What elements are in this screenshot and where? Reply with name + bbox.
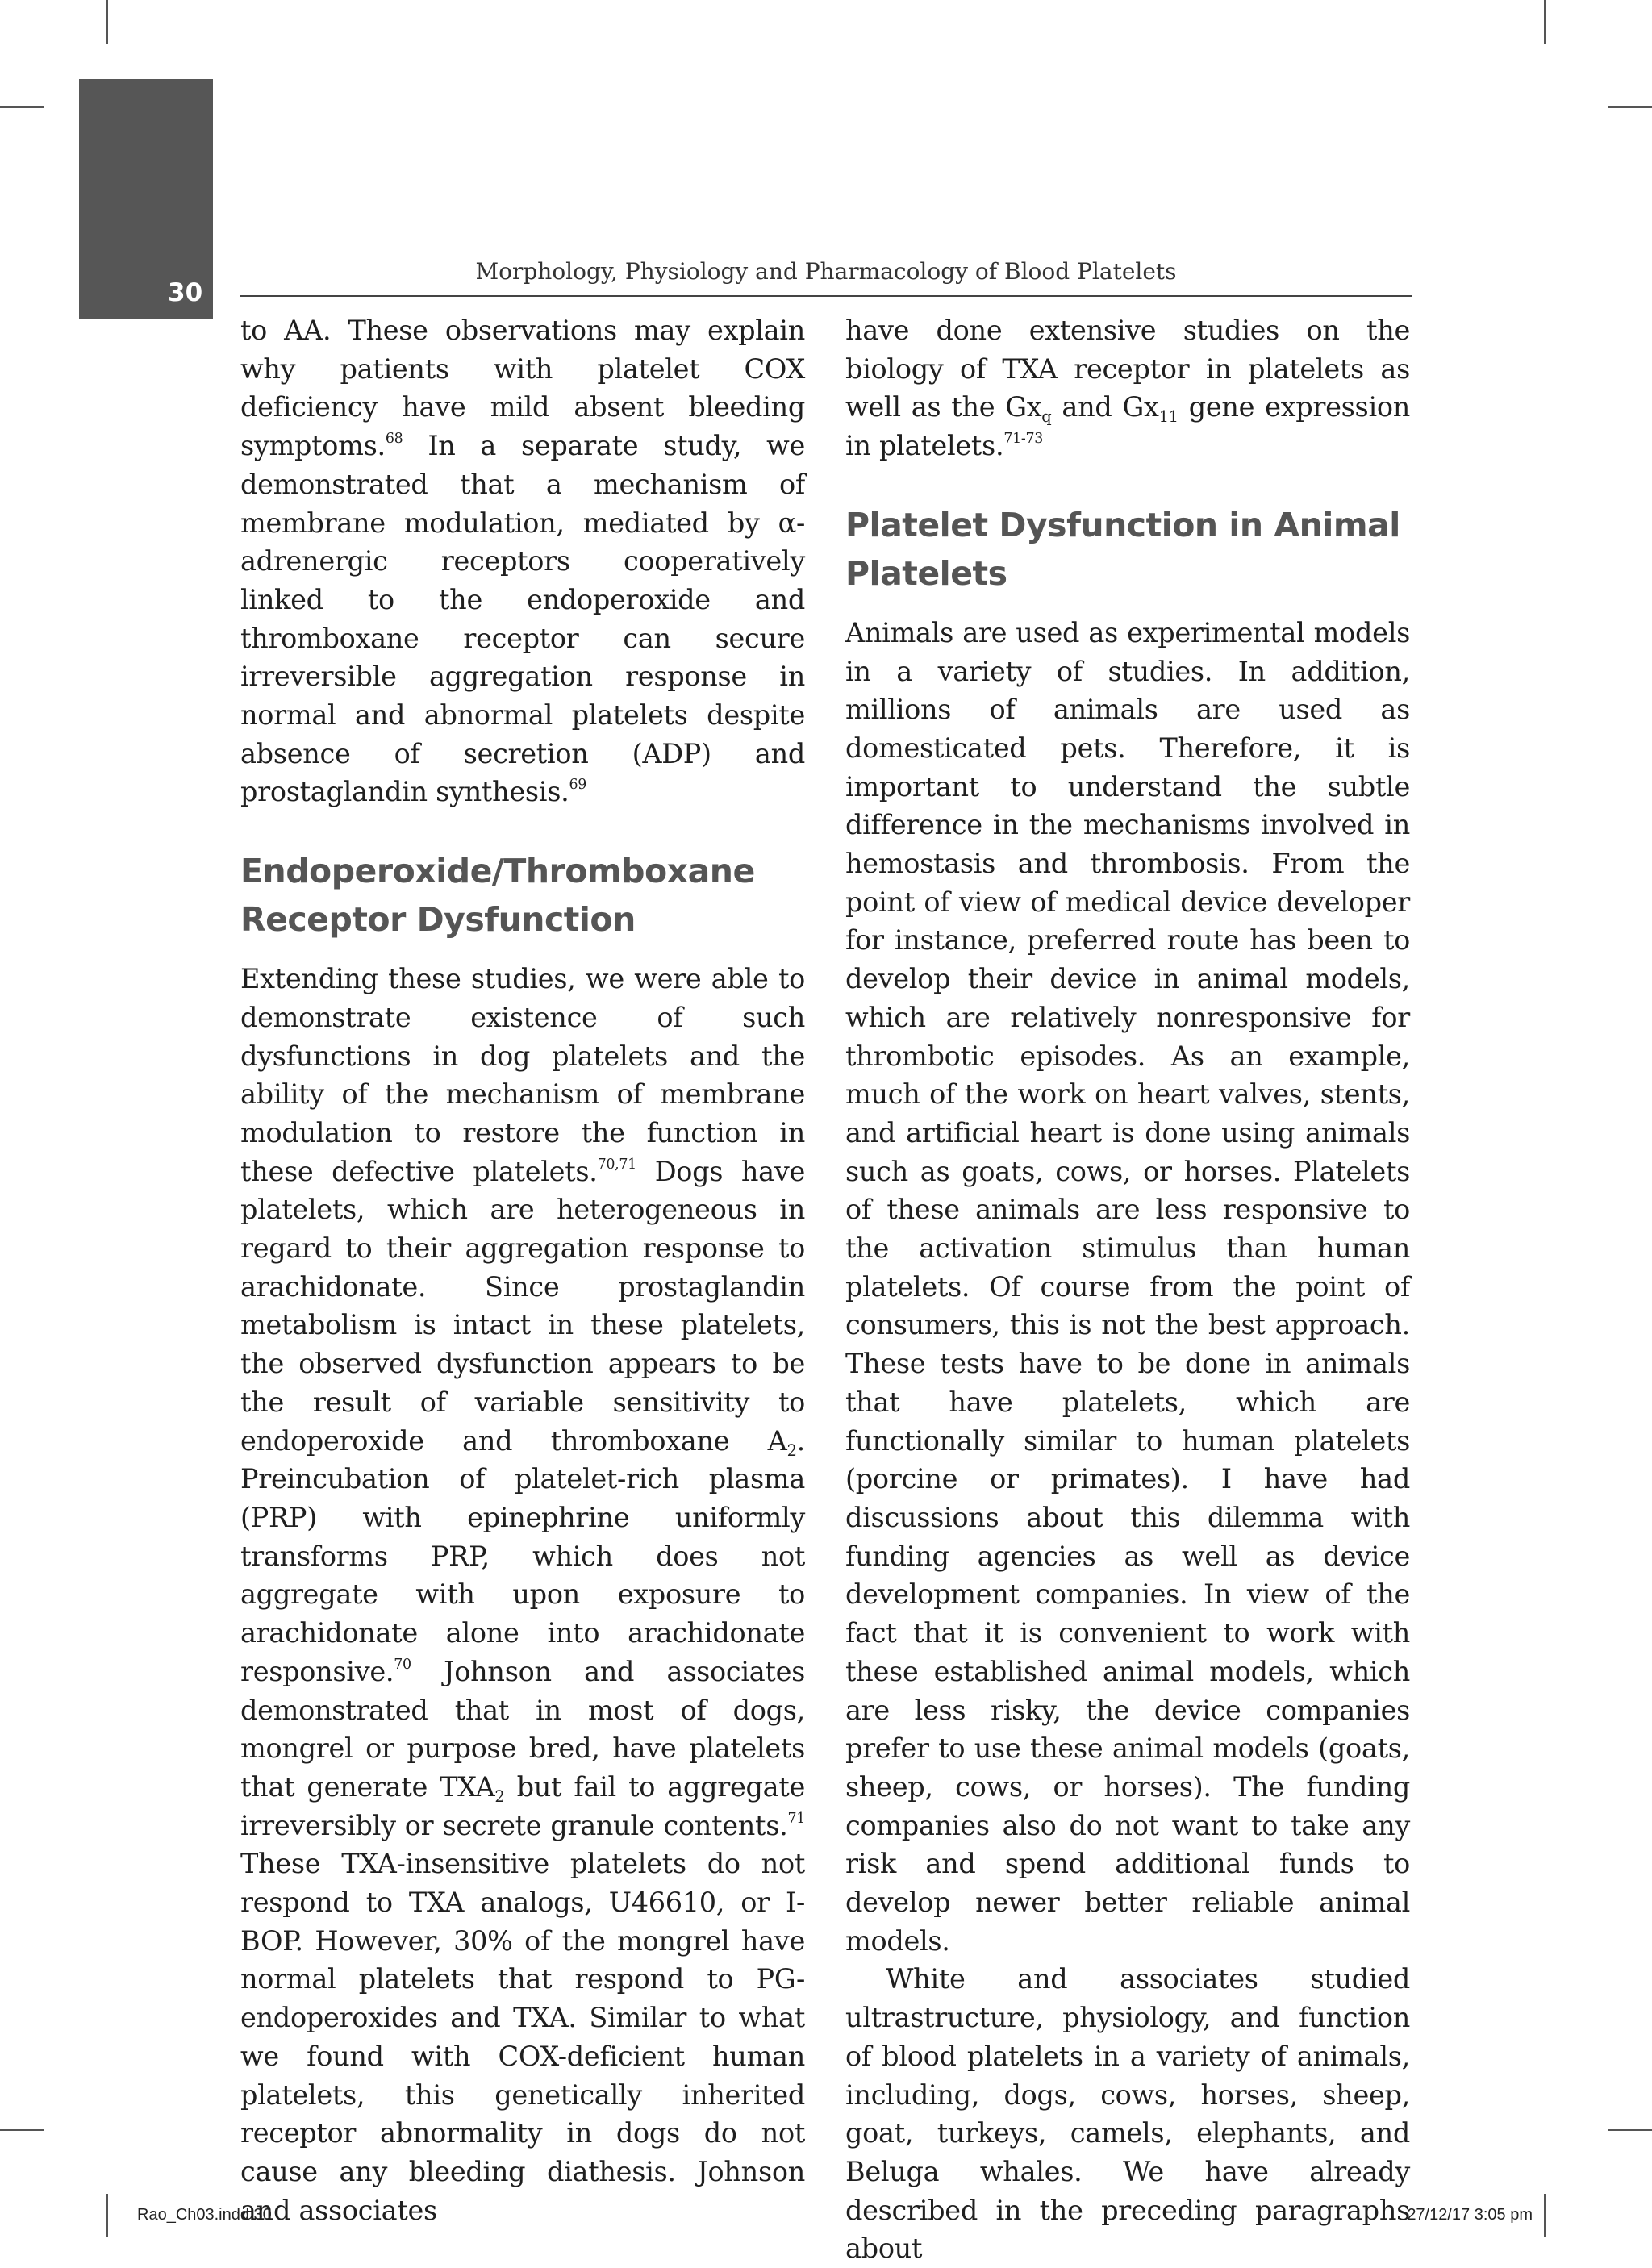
- page-number: 30: [168, 278, 203, 307]
- crop-mark-top-left: [106, 0, 108, 44]
- paragraph-right-1: have done extensive studies on the biology of TXA receptor in platelets as well as the $Gx_q$ and $Gx_{11}$ gene expression in platelets.$^{71-73}$: [845, 315, 1411, 462]
- crop-mark-right-upper: [1608, 106, 1652, 108]
- citation: 71: [787, 1810, 805, 1827]
- section-heading-animal-platelets: Platelet Dysfunction in Animal Platelets: [845, 505, 1400, 593]
- left-column: [240, 311, 805, 2229]
- crop-mark-left-lower: [0, 2129, 44, 2131]
- crop-mark-left-upper: [0, 106, 44, 108]
- paragraph-left-2: Extending these studies, we were able to demonstrate existence of such dysfunctions in dog platelets and the ability of the mechanism of membrane modulation to restore the function in these defective platelets.$^{70,71}$ Dogs have platelets, which are heterogeneous in regard to their aggregation response to arachidonate. Since prostaglandin metabolism is intact in these platelets, the observed dysfunction appears to be the result of variable sensitivity to endoperoxide and thromboxane $A_2$. Preincubation of platelet-rich plasma (PRP) with epinephrine uniformly transforms PRP, which does not aggregate with upon exposure to arachidonate alone into arachidonate responsive.$^{70}$ Johnson and associates demonstrated that in most of dogs, mongrel or purpose bred, have platelets that generate $TXA_2$ but fail to aggregate irreversibly or secrete granule contents.$^{71}$ These TXA-insensitive platelets do not respond to TXA analogs, U46610, or I-BOP. However, 30% of the mongrel have normal platelets that respond to PG-endoperoxides and TXA. Similar to what we found with COX-deficient human platelets, this genetically inherited receptor abnormality in dogs do not cause any bleeding diathesis. Johnson and associates: [240, 963, 805, 2226]
- right-column: [845, 311, 1410, 2268]
- section-heading-endoperoxide: Endoperoxide/Thromboxane Receptor Dysfunction: [240, 852, 755, 940]
- crop-mark-right-lower: [1608, 2129, 1652, 2131]
- citation: 69: [569, 777, 587, 794]
- citation: 70,71: [597, 1156, 636, 1173]
- paragraph-right-2: Animals are used as experimental models in a variety of studies. In addition, millions of animals are used as domesticated pets. Therefore, it is important to understand the subtle difference in the mechanisms involved in hemostasis and thrombosis. From the point of view of medical device developer for instance, preferred route has been to develop their device in animal models, which are relatively nonresponsive for thrombotic episodes. As an example, much of the work on heart valves, stents, and artificial heart is done using animals such as goats, cows, or horses. Platelets of these animals are less responsive to the activation stimulus than human platelets. Of course from the point of consumers, this is not the best approach. These tests have to be done in animals that have platelets, which are functionally similar to human platelets (porcine or primates). I have had discussions about this dilemma with funding agencies as well as device development companies. In view of the fact that it is convenient to work with these established animal models, which are less risky, the device companies prefer to use these animal models (goats, sheep, cows, or horses). The funding companies also do not want to take any risk and spend additional funds to develop newer better reliable animal models.: [845, 616, 1410, 1957]
- citation: 68: [385, 431, 403, 448]
- slug-datetime: 27/12/17 3:05 pm: [1407, 2206, 1533, 2224]
- citation: 71-73: [1003, 431, 1043, 448]
- crop-mark-bottom-right: [1544, 2194, 1546, 2237]
- header-rule: [240, 295, 1412, 297]
- paragraph-left-1: to AA. These observations may explain why patients with platelet COX deficiency have mild absent bleeding symptoms.$^{68}$ In a separate study, we demonstrated that a mechanism of membrane modulation, mediated by α-adrenergic receptors cooperatively linked to the endoperoxide and thromboxane receptor can secure irreversible aggregation response in normal and abnormal platelets despite absence of secretion (ADP) and prostaglandin synthesis.$^{69}$: [240, 315, 805, 808]
- citation: 70: [394, 1657, 411, 1673]
- crop-mark-bottom-left: [106, 2194, 108, 2237]
- crop-mark-top-right: [1544, 0, 1546, 44]
- slug-filename: Rao_Ch03.indd 30: [137, 2206, 272, 2224]
- running-head: Morphology, Physiology and Pharmacology of Blood Platelets: [475, 258, 1177, 285]
- paragraph-right-3: White and associates studied ultrastructure, physiology, and function of blood platelets in a variety of animals, including, dogs, cows, horses, sheep, goat, turkeys, camels, elephants, and Beluga whales. We have already described in the preceding paragraphs about: [845, 1963, 1410, 2265]
